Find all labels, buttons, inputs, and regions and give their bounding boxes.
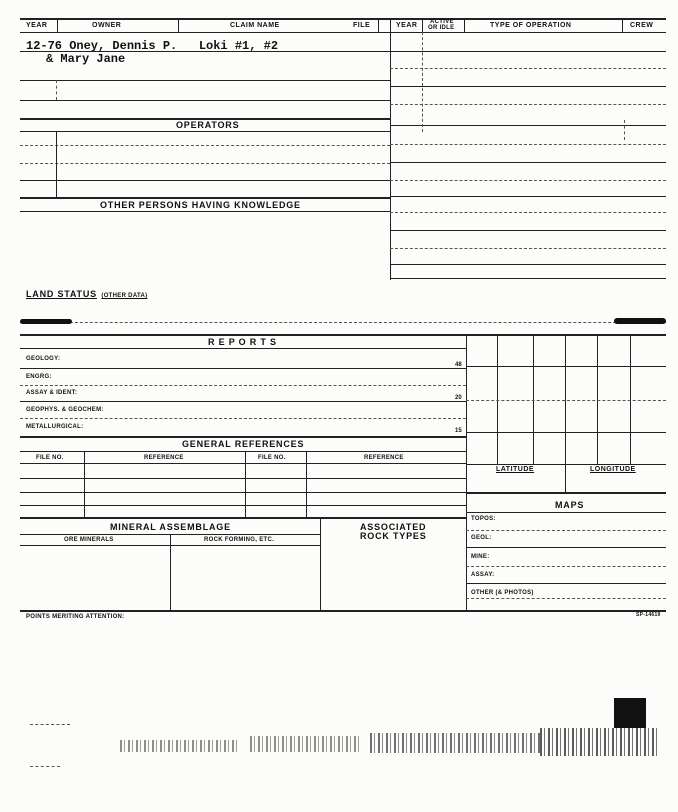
land-status-subtitle: (OTHER DATA) (101, 293, 148, 299)
header-type-of-operation: TYPE OF OPERATION (490, 22, 572, 29)
land-status-label (26, 284, 147, 302)
report-engrg: ENGRG: (26, 374, 52, 380)
points-meriting-attention: POINTS MERITING ATTENTION: (26, 614, 125, 620)
report-assay: ASSAY & IDENT: (26, 390, 78, 396)
maps-other: OTHER (& PHOTOS) (471, 590, 534, 596)
ore-minerals-label: ORE MINERALS (64, 537, 114, 543)
report-geology-num: 48 (455, 362, 462, 368)
longitude-label: LONGITUDE (590, 466, 636, 473)
latitude-label: LATITUDE (496, 466, 535, 473)
report-geology: GEOLOGY: (26, 356, 61, 362)
col-reference-2: REFERENCE (364, 455, 404, 461)
header-owner: OWNER (92, 22, 122, 29)
report-assay-num: 20 (455, 395, 462, 401)
maps-title: MAPS (555, 500, 585, 510)
maps-topos: TOPOS: (471, 516, 496, 522)
entry-line-2: & Mary Jane (46, 52, 126, 66)
col-file-no-1: FILE NO. (36, 455, 64, 461)
col-reference-1: REFERENCE (144, 455, 184, 461)
ink-blot-left (20, 319, 72, 324)
form-number: SP-14619 (636, 612, 661, 618)
header-file: FILE (353, 22, 371, 29)
mineral-assemblage-title: MINERAL ASSEMBLAGE (110, 522, 231, 532)
report-metallurgical: METALLURGICAL: (26, 424, 84, 430)
associated-label: ASSOCIATED (360, 522, 427, 532)
maps-mine: MINE: (471, 554, 490, 560)
header-or-idle: OR IDLE (428, 25, 455, 31)
header-active: ACTIVE (430, 19, 454, 25)
header-claim-name: CLAIM NAME (230, 22, 280, 29)
report-geophys: GEOPHYS. & GEOCHEM: (26, 407, 104, 413)
header-year: YEAR (26, 22, 48, 29)
dark-scan-mark (614, 698, 646, 728)
land-status-title: LAND STATUS (26, 289, 97, 299)
operators-heading: OPERATORS (176, 120, 240, 130)
col-file-no-2: FILE NO. (258, 455, 286, 461)
entry-line-1: 12-76 Oney, Dennis P. Loki #1, #2 (26, 39, 279, 53)
rock-forming-label: ROCK FORMING, ETC. (204, 537, 275, 543)
header-crew: CREW (630, 22, 654, 29)
other-persons-heading: OTHER PERSONS HAVING KNOWLEDGE (100, 200, 301, 210)
report-metallurgical-num: 15 (455, 428, 462, 434)
rock-types-label: ROCK TYPES (360, 531, 427, 541)
maps-assay: ASSAY: (471, 572, 495, 578)
header-year-2: YEAR (396, 22, 418, 29)
general-references-title: GENERAL REFERENCES (182, 439, 305, 449)
maps-geol: GEOL: (471, 535, 492, 541)
reports-title: R E P O R T S (208, 337, 277, 347)
ink-blot-right (614, 318, 666, 324)
